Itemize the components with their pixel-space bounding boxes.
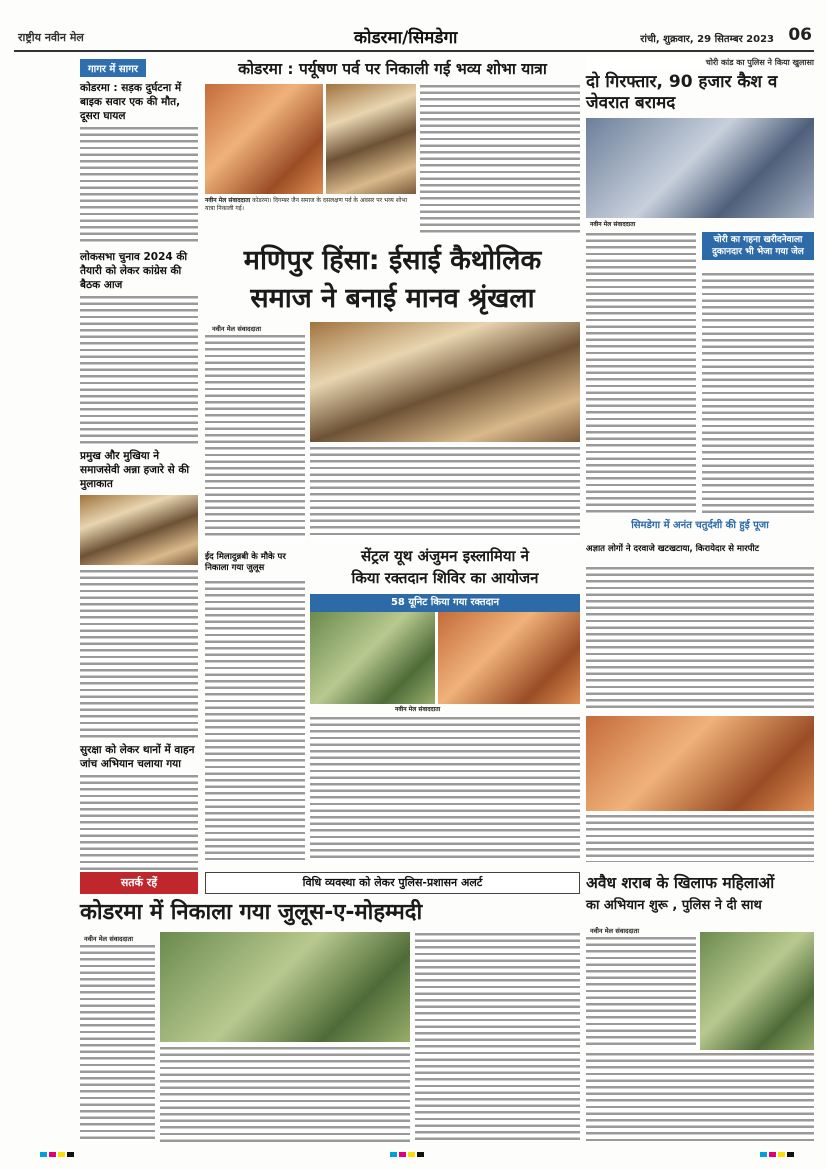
photo-women-campaign (700, 932, 814, 1050)
alert-bar (205, 872, 580, 894)
photo-human-chain (310, 322, 580, 442)
central-youth-headline-line2: किया रक्तदान शिविर का आयोजन (351, 569, 539, 587)
caption-text: कोडरमा। दिगम्बर जैन समाज के दसलक्षण पर्व के अवसर पर भव्य शोभा यात्रा निकाली गई। (205, 197, 408, 212)
print-registration-marks (40, 1152, 74, 1157)
photo-blood-donation-1 (310, 612, 435, 704)
caption-dateline: नवीन मेल संवाददाता (205, 197, 251, 204)
bottom-right-body (586, 1052, 814, 1142)
central-youth-subhead: 58 यूनिट किया गया रक्तदान (310, 594, 580, 612)
bottom-right-headline-line1: अवैध शराब के खिलाफ महिलाओं (586, 874, 775, 892)
left-column-banner: गागर में सागर (80, 59, 146, 77)
central-youth-headline-block (310, 545, 580, 593)
masthead (14, 22, 814, 52)
bottom-left-body-col3 (415, 932, 580, 1142)
top-story-headline-bar (205, 57, 580, 81)
photo-blood-donation-2 (438, 612, 580, 704)
right-top-caption (590, 221, 710, 229)
photo-procession-crowd (326, 84, 416, 194)
right-top-kicker: चोरी कांड का पुलिस ने किया खुलासा (705, 58, 814, 67)
central-youth-body (310, 716, 580, 862)
story-head-anna: प्रमुख और मुखिया ने समाजसेवी अन्ना हजारे से की मुलाकात (80, 450, 190, 490)
alert-headline: विधि व्यवस्था को लेकर पुलिस-प्रशासन अलर्ट (302, 876, 483, 889)
story-head-vehicle-check: सुरक्षा को लेकर थानों में वाहन जांच अभियान चलाया गया (80, 744, 195, 770)
manipur-headline-line2: समाज ने बनाई मानव श्रृंखला (250, 283, 535, 314)
bottom-left-headline: कोडरमा में निकाला गया जुलूस-ए-मोहम्मदी (80, 900, 423, 925)
photo-police-press (586, 118, 814, 218)
caption-dateline: नवीन मेल संवाददाता (395, 706, 441, 713)
bottom-right-dateline: नवीन मेल संवाददाता (590, 927, 639, 935)
stolen-goods-body (586, 566, 814, 711)
simdega-puja-headline: सिमडेगा में अनंत चतुर्दशी की हुई पूजा (631, 520, 769, 531)
simdega-puja-bar (586, 516, 814, 536)
stolen-goods-headline: अज्ञात लोगों ने दरवाजे खटखटाया, किरायेदार से मारपीट (586, 544, 759, 554)
manipur-body (310, 446, 580, 539)
newspaper-brand: राष्ट्रीय नवीन मेल (18, 31, 84, 44)
right-top-body-col2 (702, 272, 814, 532)
top-story-headline: कोडरमा : पर्यूषण पर्व पर निकाली गई भव्य शोभा यात्रा (238, 60, 547, 78)
left-column (80, 57, 198, 862)
alert-tag: सतर्क रहें (80, 872, 198, 894)
bottom-right-headline-line2: का अभियान शुरू , पुलिस ने दी साथ (586, 898, 762, 913)
story-body (80, 569, 198, 739)
bottom-right-headline-block (586, 872, 814, 922)
section-title: कोडरमा/सिमडेगा (354, 28, 458, 48)
photo-meeting (80, 495, 198, 565)
photo-julus-procession (160, 932, 410, 1042)
bottom-right-body-col1 (586, 936, 696, 1046)
story-head-congress: लोकसभा चुनाव 2024 की तैयारी को लेकर कांग्रेस की बैठक आज (80, 251, 188, 291)
manipur-body-col1 (205, 334, 305, 539)
manipur-headline-line1: मणिपुर हिंसा: ईसाई कैथोलिक (243, 245, 542, 276)
print-registration-marks (390, 1152, 424, 1157)
box-headline-jeweller: चोरी का गहना खरीदनेवाला दुकानदार भी भेजा गया जेल (702, 232, 814, 260)
manipur-headline-block (205, 242, 580, 320)
eid-body (205, 580, 305, 860)
top-story-body (420, 84, 580, 234)
bottom-left-body (160, 1046, 410, 1142)
manipur-dateline: नवीन मेल संवाददाता (212, 325, 261, 333)
bottom-left-dateline: नवीन मेल संवाददाता (84, 935, 133, 943)
issue-date: रांची, शुक्रवार, 29 सितम्बर 2023 (640, 34, 774, 45)
central-youth-caption (395, 706, 575, 714)
right-top-headline: दो गिरफ्तार, 90 हजार कैश व जेवरात बरामद (586, 72, 778, 113)
top-story-caption (205, 197, 415, 237)
photo-puja (586, 716, 814, 811)
right-top-kicker-bar (586, 57, 814, 71)
bottom-left-body-col1 (80, 944, 155, 1142)
print-registration-marks (760, 1152, 794, 1157)
photo-procession (205, 84, 323, 194)
story-head-accident: कोडरमा : सड़क दुर्घटना में बाइक सवार एक की मौत, दूसरा घायल (80, 82, 182, 122)
right-top-body-col1 (586, 232, 696, 532)
caption-dateline: नवीन मेल संवाददाता (590, 221, 636, 228)
page-number: 06 (788, 25, 812, 45)
story-body (80, 295, 198, 445)
eid-headline: ईद मिलादुन्नबी के मौके पर निकाला गया जुलूस (205, 552, 286, 573)
story-body (80, 126, 198, 246)
simdega-puja-body (586, 814, 814, 862)
central-youth-headline-line1: सेंट्रल यूथ अंजुमन इस्लामिया ने (361, 547, 529, 565)
